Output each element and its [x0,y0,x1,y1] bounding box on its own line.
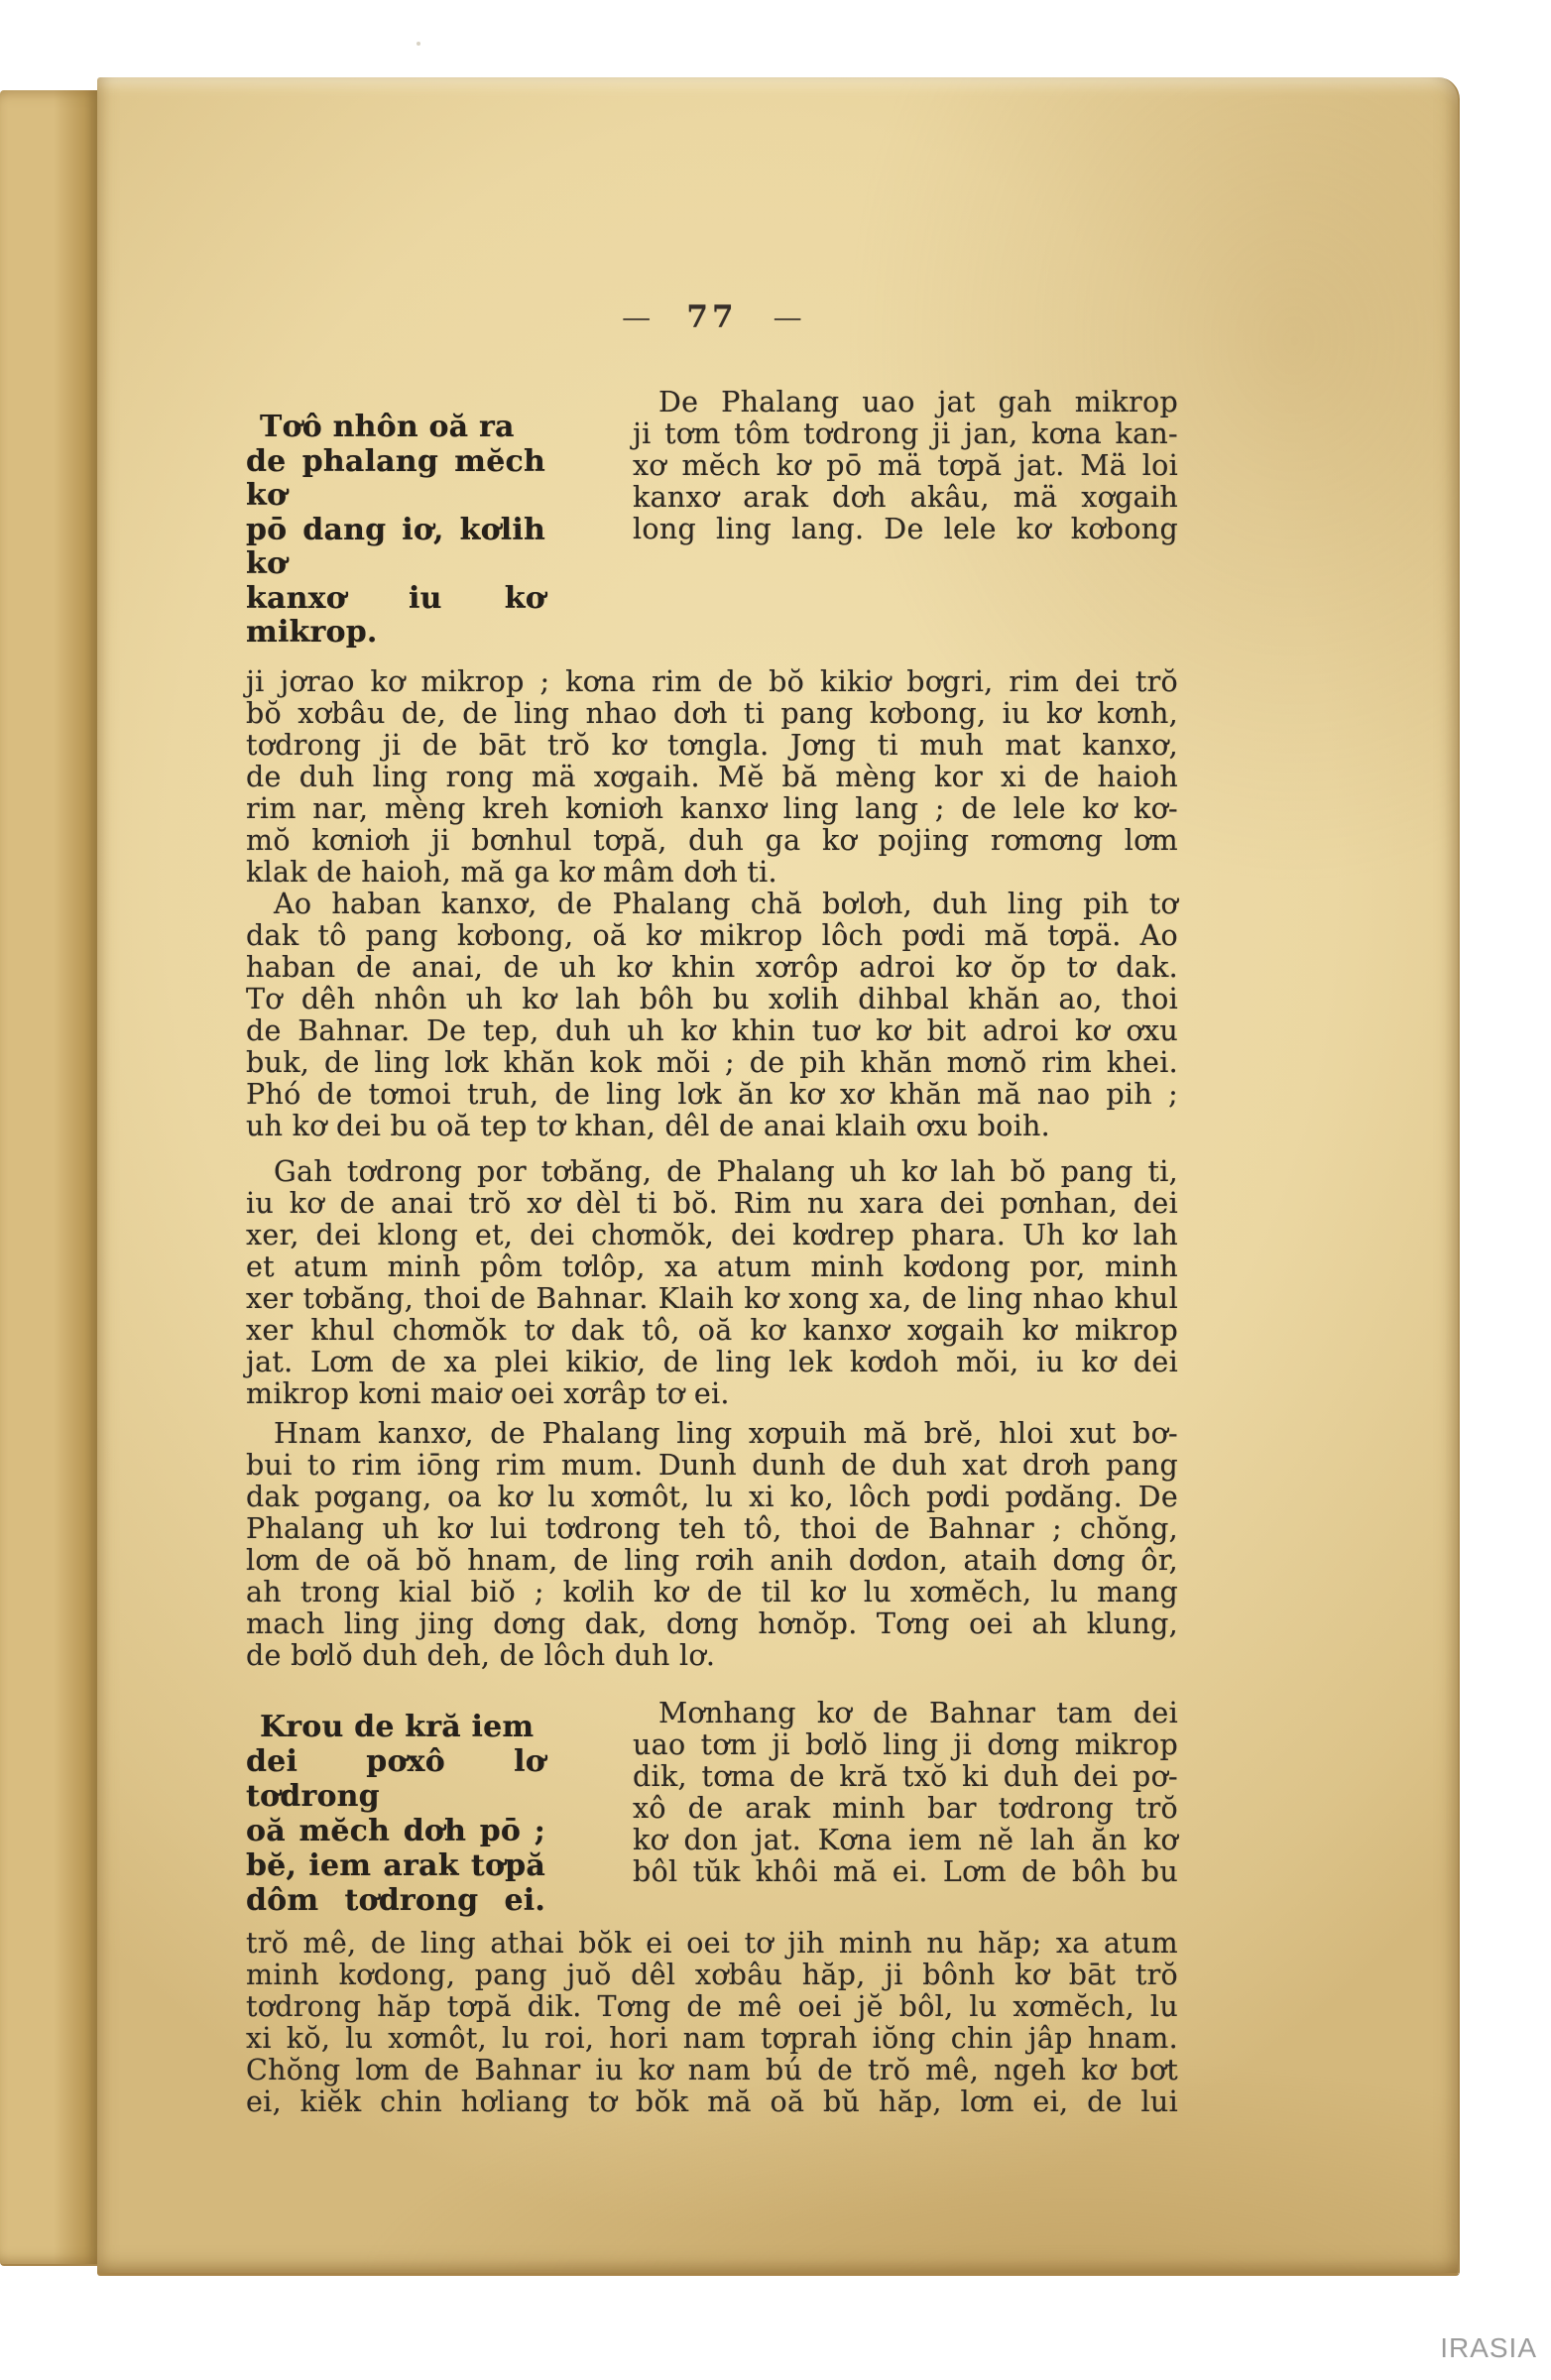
page [97,77,1460,2276]
text-line: xer khul chơmŏk tơ dak tô, oă kơ kanxơ xơgaih kơ mikrop [246,1313,1178,1347]
section-1-heading [246,387,545,651]
text-line: de bơlŏ duh deh, de lôch duh lơ. [246,1638,716,1672]
text-line: Ao haban kanxơ, de Phalang chă bơlơh, duh ling pih tơ [274,887,1178,920]
text-line: haban de anai, de uh kơ khin xơrôp adroi kơ ŏp tơ dak. [246,950,1178,984]
text-line: dak pơgang, oa kơ lu xơmôt, lu xi ko, lôch pơdi pơdăng. De [246,1480,1178,1513]
page-edge-strip [0,90,97,2266]
text-line: mach ling jing dơng dak, dơng hơnŏp. Tơng oei ah klung, [246,1606,1178,1640]
watermark-irasia: IRASIA [1440,2332,1537,2363]
text-line: dak tô pang kơbong, oă kơ mikrop lôch pơdi mă tơpä. Ao [246,918,1178,952]
text-line: Tơ dêh nhôn uh kơ lah bôh bu xơlih dihbal khăn ao, thoi [246,982,1178,1015]
text-line: Chŏng lơm de Bahnar iu kơ nam bú de trŏ mê, ngeh kơ bơt [246,2053,1178,2086]
text-line: ah trong kial biŏ ; kơlih kơ de til kơ lu xơmĕch, lu mang [246,1575,1178,1608]
text-line: long ling lang. De lele kơ kơbong [633,513,1178,545]
text-line: tơdrong ji de bāt trŏ kơ tơngla. Jơng ti muh mat kanxơ, [246,728,1178,762]
heading-line: oă mĕch dơh pō ; [246,1813,545,1848]
text-line: de Bahnar. De tep, duh uh kơ khin tuơ kơ bit adroi kơ ơxu [246,1013,1178,1047]
text-line: Gah tơdrong por tơbăng, de Phalang uh kơ lah bŏ pang ti, [274,1154,1178,1188]
text-line: trŏ mê, de ling athai bŏk ei oei tơ jih minh nu hăp; xa atum [246,1926,1178,1960]
text-line: ji tơm tôm tơdrong ji jan, kơna kan- [633,417,1178,450]
text-line: xer, dei klong et, dei chơmŏk, dei kơdrep phara. Uh kơ lah [246,1218,1178,1251]
text-line: ji jơrao kơ mikrop ; kơna rim de bŏ kikiơ bơgri, rim dei trŏ [246,664,1178,698]
page-number-value: 77 [686,299,738,335]
heading-line: de phalang mĕch kơ [246,443,545,513]
text-line: bui to rim iōng rim mum. Dunh dunh de duh xat drơh pang [246,1448,1178,1482]
text-line: minh kơdong, pang juŏ dêl xơbâu hăp, ji bônh kơ bāt trŏ [246,1958,1178,1991]
paragraph-2 [246,889,1178,1142]
paragraph-4 [246,1418,1178,1672]
text-line: Phalang uh kơ lui tơdrong teh tô, thoi de Bahnar ; chŏng, [246,1511,1178,1545]
text-line: de duh ling rong mä xơgaih. Mĕ bă mèng kor xi de haioh [246,760,1178,793]
page-number [246,298,1178,337]
heading-line: bĕ, iem arak tơpă [246,1847,545,1883]
section-2-column-text [633,1698,1178,1918]
text-line: iu kơ de anai trŏ xơ dèl ti bŏ. Rim nu xara dei pơnhan, dei [246,1186,1178,1220]
text-line: lơm de oă bŏ hnam, de ling rơih anih dơdon, ataih dơng ôr, [246,1543,1178,1577]
section-2-heading [246,1698,545,1918]
text-line: xô de arak minh bar tơdrong trŏ [633,1791,1178,1825]
text-line: tơdrong hăp tơpă dik. Tơng de mê oei jĕ bôl, lu xơmĕch, lu [246,1989,1178,2023]
page-number-dash-left: — [622,300,652,334]
text-line: kanxơ arak dơh akâu, mä xơgaih [633,481,1178,514]
text-line: buk, de ling lơk khăn kok mŏi ; de pih khăn mơnŏ rim khei. [246,1045,1178,1079]
text-line: mikrop kơni maiơ oei xơrâp tơ ei. [246,1376,730,1410]
text-line: mŏ kơniơh ji bơnhul tơpă, duh ga kơ pojing rơmơng lơm [246,823,1178,857]
text-line: jat. Lơm de xa plei kikiơ, de ling lek kơdoh mŏi, iu kơ dei [246,1345,1178,1378]
section-1-column-text [633,387,1178,651]
heading-line: kanxơ iu kơ mikrop. [246,580,545,650]
text-line: xi kŏ, lu xơmôt, lu roi, hori nam tơprah iŏng chin jâp hnam. [246,2021,1178,2055]
scanned-book-page [0,77,1458,2273]
text-line: xer tơbăng, thoi de Bahnar. Klaih kơ xong xa, de ling nhao khul [246,1281,1178,1315]
text-line: rim nar, mèng kreh kơniơh kanxơ ling lang ; de lele kơ kơ- [246,791,1178,825]
heading-line: dôm tơdrong ei. [246,1882,545,1918]
heading-line: Tơô nhôn oă ra [260,410,515,444]
section-1 [246,387,1178,651]
text-line: xơ mĕch kơ pō mä tơpă jat. Mä loi [633,449,1178,482]
text-line: bŏ xơbâu de, de ling nhao dơh ti pang kơbong, iu kơ kơnh, [246,696,1178,730]
text-line: bôl tŭk khôi mă ei. Lơm de bôh bu [633,1854,1178,1888]
dust-speck [417,42,420,46]
heading-line: dei pơxô lơ tơdrong [246,1743,545,1814]
paragraph-3 [246,1156,1178,1410]
heading-line: pō dang iơ, kơlih kơ [246,512,545,581]
text-line: Mơnhang kơ de Bahnar tam dei [658,1696,1178,1729]
text-line: De Phalang uao jat gah mikrop [658,386,1178,418]
heading-line: Krou de kră iem [260,1709,535,1744]
text-line: uh kơ dei bu oă tep tơ khan, dêl de anai klaih ơxu boih. [246,1109,1051,1142]
page-content [246,298,1178,2118]
section-2-text [246,1928,1178,2118]
page-number-dash-right: — [773,300,802,334]
text-line: ei, kiĕk chin hơliang tơ bŏk mă oă bŭ hăp, lơm ei, de lui [246,2084,1178,2118]
text-line: klak de haioh, mă ga kơ mâm dơh ti. [246,855,777,889]
text-line: kơ don jat. Kơna iem nĕ lah ăn kơ [633,1823,1178,1856]
text-line: dik, tơma de kră txŏ ki duh dei pơ- [633,1759,1178,1793]
text-line: uao tơm ji bơlŏ ling ji dơng mikrop [633,1727,1178,1761]
text-line: Hnam kanxơ, de Phalang ling xơpuih mă brĕ, hloi xut bơ- [274,1416,1178,1450]
section-1-text [246,666,1178,889]
text-line: et atum minh pôm tơlôp, xa atum minh kơdong por, minh [246,1250,1178,1283]
text-line: Phó de tơmoi truh, de ling lơk ăn kơ xơ khăn mă nao pih ; [246,1077,1178,1111]
section-2 [246,1698,1178,1918]
